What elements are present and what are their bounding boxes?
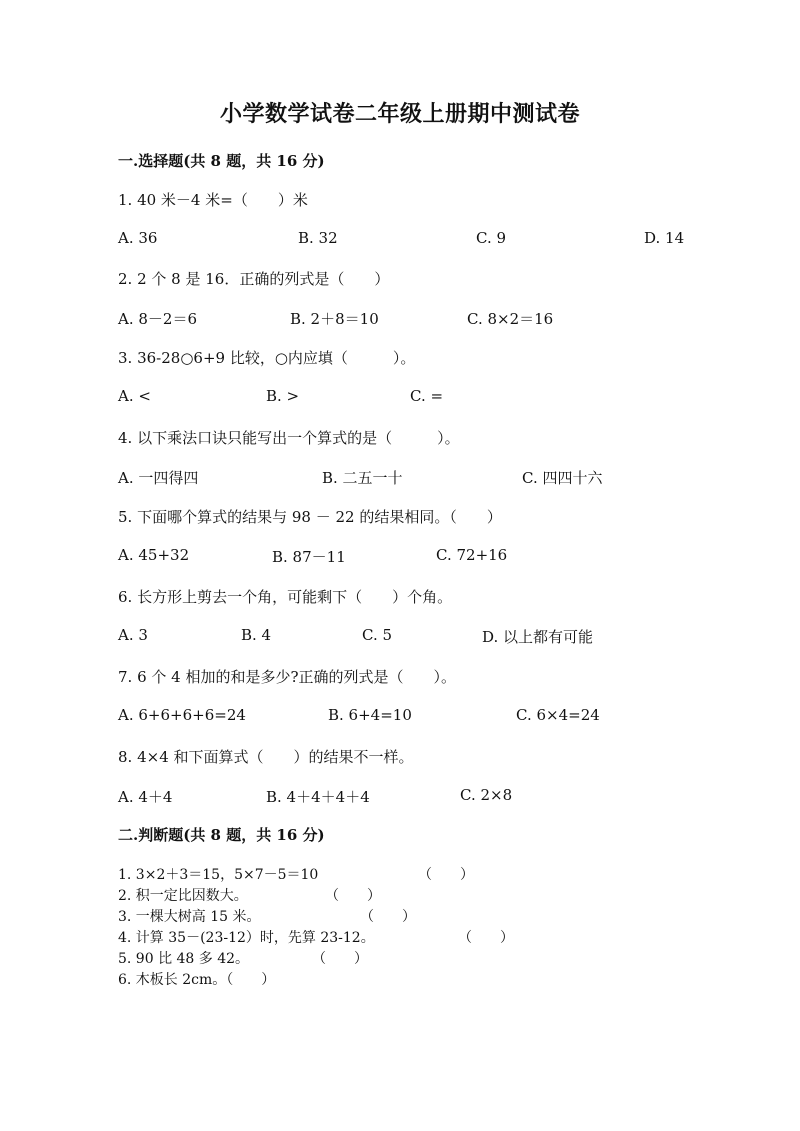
q4-option-c: C. 四四十六: [522, 469, 603, 487]
q8-option-b: B. 4＋4＋4＋4: [266, 788, 370, 806]
q2-option-b: B. 2＋8＝10: [290, 310, 379, 328]
section-heading-choice: 一.选择题(共 8 题，共 16 分): [118, 152, 325, 170]
page-title: 小学数学试卷二年级上册期中测试卷: [219, 101, 580, 127]
q4-option-b: B. 二五一十: [322, 469, 403, 487]
tf-answer-blank-4: （ ）: [458, 930, 514, 946]
q5-option-c: C. 72+16: [436, 546, 508, 564]
q8-option-a: A. 4＋4: [118, 788, 173, 806]
q5-option-a: A. 45+32: [118, 546, 190, 564]
q3-option-a: A. <: [118, 387, 151, 405]
q6-option-b: B. 4: [241, 626, 272, 644]
q7-option-b: B. 6+4=10: [328, 706, 412, 724]
question-8: 8. 4×4 和下面算式（ ）的结果不一样。: [118, 748, 414, 766]
tf-answer-blank-5: （ ）: [312, 951, 368, 967]
question-1: 1. 40 米－4 米=（ ）米: [118, 191, 308, 209]
question-2: 2. 2 个 8 是 16．正确的列式是（ ）: [118, 270, 390, 288]
question-6: 6. 长方形上剪去一个角，可能剩下（ ）个角。: [118, 588, 453, 606]
q2-option-a: A. 8－2＝6: [118, 310, 197, 328]
tf-answer-blank-3: （ ）: [360, 909, 416, 925]
tf-item-1: 1. 3×2＋3＝15，5×7－5＝10: [118, 867, 319, 883]
tf-item-2: 2. 积一定比因数大。: [118, 888, 248, 904]
q1-option-b: B. 32: [298, 229, 338, 247]
q6-option-d: D. 以上都有可能: [482, 628, 594, 646]
tf-item-3: 3. 一棵大树高 15 米。: [118, 909, 261, 925]
q3-option-b: B. >: [266, 387, 300, 405]
tf-item-6: 6. 木板长 2cm。（ ）: [118, 972, 276, 988]
q6-option-c: C. 5: [362, 626, 393, 644]
question-4: 4. 以下乘法口诀只能写出一个算式的是（ ）。: [118, 429, 460, 447]
q3-option-c: C. =: [410, 387, 444, 405]
tf-item-4: 4. 计算 35－(23-12）时，先算 23-12。: [118, 930, 375, 946]
q1-option-d: D. 14: [644, 229, 685, 247]
q4-option-a: A. 一四得四: [118, 469, 199, 487]
q8-option-c: C. 2×8: [460, 786, 513, 804]
q6-option-a: A. 3: [118, 626, 148, 644]
q7-option-c: C. 6×4=24: [516, 706, 600, 724]
q5-option-b: B. 87－11: [272, 548, 346, 566]
tf-item-5: 5. 90 比 48 多 42。: [118, 951, 250, 967]
question-7: 7. 6 个 4 相加的和是多少?正确的列式是（ ）。: [118, 668, 457, 686]
question-3: 3. 36-28○6+9 比较，○内应填（ ）。: [118, 349, 416, 367]
q1-option-c: C. 9: [476, 229, 507, 247]
tf-answer-blank-2: （ ）: [325, 888, 381, 904]
q2-option-c: C. 8×2＝16: [467, 310, 554, 328]
q1-option-a: A. 36: [118, 229, 158, 247]
q7-option-a: A. 6+6+6+6=24: [118, 706, 246, 724]
section-heading-true-false: 二.判断题(共 8 题，共 16 分): [118, 826, 325, 844]
question-5: 5. 下面哪个算式的结果与 98 － 22 的结果相同。（ ）: [118, 508, 502, 526]
tf-answer-blank-1: （ ）: [418, 867, 474, 883]
